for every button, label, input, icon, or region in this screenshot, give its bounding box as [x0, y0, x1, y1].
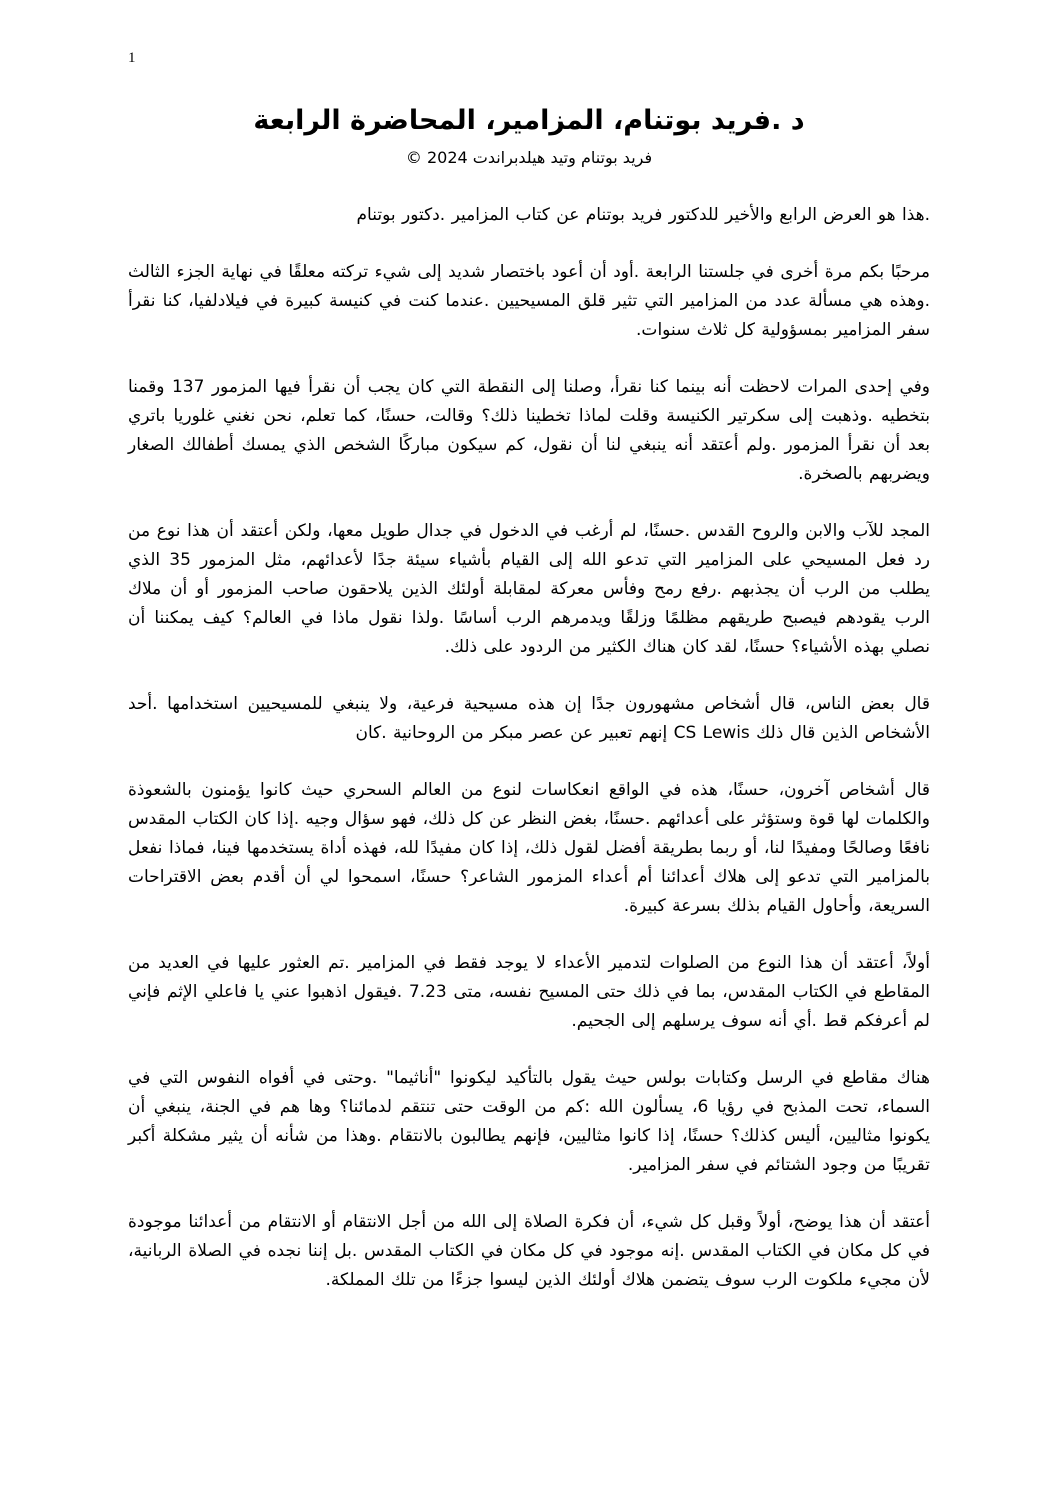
document-body — [128, 201, 930, 1295]
paragraph-welcome: مرحبًا بكم مرة أخرى في جلستنا الرابعة .أود أن أعود باختصار شديد إلى شيء تركته معلقًا في نهاية الجزء الثالث .وهذه هي مسألة عدد من المزامير التي تثير قلق المسيحيين .عندما كنت في كنيسة كبيرة في فيلادلفيا، كنا نقرأ سفر المزامير بمسؤولية كل ثلاث سنوات. — [128, 262, 930, 341]
paragraph-anathema: هناك مقاطع في الرسل وكتابات بولس حيث يقول بالتأكيد ليكونوا "أناثيما" .وحتى في أفواه النفوس التي في السماء، تحت المذبح في رؤيا 6، يسألون الله :كم من الوقت حتى تنتقم لدمائنا؟ وها هم في الجنة، ينبغي أن يكونوا مثاليين، أليس كذلك؟ حسنًا، إذا كانوا مثاليين، فإنهم يطالبون بالانتقام .وهذا من شأنه أن يثير مشكلة أكبر تقريبًا من وجود الشتائم في سفر المزامير. — [128, 1068, 930, 1176]
paragraph-magical-world: قال أشخاص آخرون، حسنًا، هذه في الواقع انعكاسات لنوع من العالم السحري حيث كانوا يؤمنون بالشعوذة والكلمات لها قوة وستؤثر على أعدائهم .حسنًا، بغض النظر عن كل ذلك، فهو سؤال وجيه .إذا كان الكتاب المقدس نافعًا وصالحًا ومفيدًا لنا، أو ربما بطريقة أفضل لقول ذلك، إذا كان مفيدًا لله، فهذه أداة يستخدمها فينا، فماذا نفعل بالمزامير التي تدعو إلى هلاك أعدائنا أم أعداء المزمور الشاعر؟ حسنًا، اسمحوا لي أن أقدم بعض الاقتراحات السريعة، وأحاول القيام بذلك بسرعة كبيرة. — [128, 780, 930, 917]
document-title: د .فريد بوتنام، المزامير، المحاضرة الرابعة — [253, 105, 805, 136]
paragraph-lords-prayer: أعتقد أن هذا يوضح، أولاً وقبل كل شيء، أن فكرة الصلاة إلى الله من أجل الانتقام أو الانتقام من أعدائنا موجودة في كل مكان في الكتاب المقدس .إنه موجود في كل مكان في الكتاب المقدس .بل إننا نجده في الصلاة الربانية، لأن مجيء ملكوت الرب سوف يتضمن هلاك أولئك الذين ليسوا جزءًا من تلك المملكة. — [128, 1212, 930, 1291]
document-header — [128, 103, 930, 167]
paragraph-gloria-patri: المجد للآب والابن والروح القدس .حسنًا، لم أرغب في الدخول في جدال طويل معها، ولكن أعتقد أن هذا نوع من رد فعل المسيحي على المزامير التي تدعو الله إلى القيام بأشياء سيئة جدًا لأعدائهم، مثل المزمور 35 الذي يطلب من الرب أن يجذبهم .رفع رمح وفأس معركة لمقابلة أولئك الذين يلاحقون صاحب المزمور أو أن ملاك الرب يقودهم فيصبح طريقهم مظلمًا وزلقًا ويدمرهم الرب أساسًا .ولذا نقول ماذا في العالم؟ كيف يمكننا أن نصلي بهذه الأشياء؟ حسنًا، لقد كان هناك الكثير من الردود على ذلك. — [128, 521, 930, 658]
paragraph-psalm-137: وفي إحدى المرات لاحظت أنه بينما كنا نقرأ، وصلنا إلى النقطة التي كان يجب أن نقرأ فيها المزمور 137 وقمنا بتخطيه .وذهبت إلى سكرتير الكنيسة وقلت لماذا تخطينا ذلك؟ وقالت، حسنًا، كما تعلم، نحن نغني غلوريا باتري بعد أن نقرأ المزمور .ولم أعتقد أنه ينبغي لنا أن نقول، كم سيكون مباركًا الشخص الذي يمسك أطفالك الصغار ويضربهم بالصخرة. — [128, 377, 930, 485]
paragraph-intro: .هذا هو العرض الرابع والأخير للدكتور فريد بوتنام عن كتاب المزامير .دكتور بوتنام — [356, 205, 930, 226]
page-number: 1 — [128, 50, 136, 66]
paragraph-cs-lewis: قال بعض الناس، قال أشخاص مشهورون جدًا إن هذه مسيحية فرعية، ولا ينبغي للمسيحيين استخدامها .أحد الأشخاص الذين قال ذلك CS Lewis إنهم تعبير عن عصر مبكر من الروحانية .كان — [128, 694, 930, 744]
copyright-line: فريد بوتنام وتيد هيلدبراندت 2024 © — [405, 148, 653, 168]
paragraph-prayers-enemies: أولاً، أعتقد أن هذا النوع من الصلوات لتدمير الأعداء لا يوجد فقط في المزامير .تم العثور عليها في العديد من المقاطع في الكتاب المقدس، بما في ذلك حتى المسيح نفسه، متى 7.23 .فيقول اذهبوا عني يا فاعلي الإثم فإني لم أعرفكم قط .أي أنه سوف يرسلهم إلى الجحيم. — [128, 953, 930, 1032]
